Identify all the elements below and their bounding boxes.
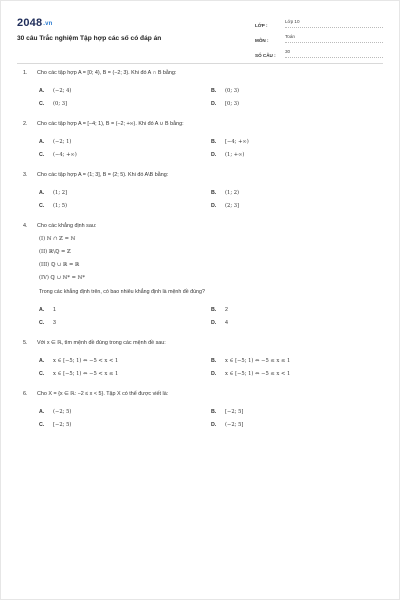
options-row	[1, 303, 400, 316]
option-letter: D.	[211, 202, 217, 209]
header-divider	[17, 63, 383, 64]
option-letter: A.	[39, 138, 45, 145]
option-text: [0; 3)	[225, 100, 240, 107]
question-note: Trong các khẳng định trên, có bao nhiêu khẳng định là mệnh đề đúng?	[39, 289, 205, 295]
question-text: Cho X = {x ∈ ℝ: −2 ≤ x < 5}. Tập X có thể được viết là:	[37, 391, 169, 397]
option-text: (1; 2)	[225, 189, 240, 196]
option-text: (−2; 1)	[53, 138, 72, 145]
meta-row-subject	[255, 32, 383, 43]
option-text: 2	[225, 306, 228, 313]
option-d[interactable]	[211, 320, 383, 326]
option-text: (1; 2]	[53, 189, 68, 196]
option-c[interactable]	[39, 152, 211, 158]
question-text: Cho các khẳng định sau:	[37, 223, 97, 229]
option-text: 1	[53, 306, 56, 313]
option-c[interactable]	[39, 371, 211, 377]
options-row	[1, 405, 400, 418]
question-stem	[1, 222, 400, 231]
options	[1, 84, 400, 110]
question-stem	[1, 69, 400, 78]
option-letter: D.	[211, 319, 217, 326]
option-c[interactable]	[39, 203, 211, 209]
options-row	[1, 354, 400, 367]
option-letter: B.	[211, 408, 217, 415]
option-d[interactable]	[211, 371, 383, 377]
statement-3: (III) ℚ ∪ ℝ = ℝ	[39, 262, 80, 268]
option-letter: C.	[39, 100, 45, 107]
option-b[interactable]	[211, 358, 383, 364]
option-letter: D.	[211, 370, 217, 377]
option-d[interactable]	[211, 422, 383, 428]
option-letter: B.	[211, 306, 217, 313]
option-text: (−2; 5]	[225, 421, 244, 428]
option-letter: C.	[39, 202, 45, 209]
options-row	[1, 135, 400, 148]
meta-info	[255, 17, 383, 62]
option-text: (0; 3)	[225, 87, 240, 94]
question-stem	[1, 171, 400, 180]
question-number: 5.	[23, 340, 28, 346]
document-title: 30 câu Trắc nghiệm Tập hợp các số có đáp án	[17, 35, 162, 42]
meta-label: SỐ CÂU :	[255, 53, 276, 58]
option-text: 4	[225, 319, 228, 326]
question-text: Cho các tập hợp A = (1; 3], B = (2; 5). Khi đó A\B bằng:	[37, 172, 169, 178]
option-letter: B.	[211, 138, 217, 145]
options-row	[1, 316, 400, 329]
meta-value: 30	[285, 48, 383, 58]
option-text: (1; 5)	[53, 202, 68, 209]
option-d[interactable]	[211, 101, 383, 107]
logo-suffix: .vn	[43, 21, 53, 27]
options-row	[1, 148, 400, 161]
option-c[interactable]	[39, 422, 211, 428]
statement-2: (II) ℝ\ℚ = ℤ	[39, 249, 71, 255]
question-stem	[1, 339, 400, 348]
option-letter: B.	[211, 87, 217, 94]
meta-value: Lớp 10	[285, 18, 383, 28]
option-a[interactable]	[39, 358, 211, 364]
option-text: (−2; 5)	[53, 408, 72, 415]
question-text: Cho các tập hợp A = [0; 4), B = (−2; 3). Khi đó A ∩ B bằng:	[37, 70, 177, 76]
question-number: 1.	[23, 70, 28, 76]
option-text: x ∈ [−5; 1) ⇔ −5 < x ≤ 1	[53, 370, 119, 377]
option-letter: C.	[39, 319, 45, 326]
option-letter: A.	[39, 306, 45, 313]
option-a[interactable]	[39, 409, 211, 415]
option-letter: A.	[39, 189, 45, 196]
meta-value: Toán	[285, 33, 383, 43]
question-2	[1, 120, 400, 161]
option-letter: A.	[39, 408, 45, 415]
meta-label: LỚP :	[255, 23, 268, 28]
option-a[interactable]	[39, 139, 211, 145]
option-letter: A.	[39, 357, 45, 364]
option-b[interactable]	[211, 88, 383, 94]
options	[1, 405, 400, 431]
options-row	[1, 84, 400, 97]
site-logo[interactable]	[17, 17, 53, 29]
option-letter: D.	[211, 100, 217, 107]
question-number: 3.	[23, 172, 28, 178]
option-b[interactable]	[211, 190, 383, 196]
option-text: x ∈ [−5; 1) ⇔ −5 < x < 1	[53, 357, 119, 364]
option-text: (1; +∞)	[225, 151, 245, 158]
option-a[interactable]	[39, 307, 211, 313]
question-number: 6.	[23, 391, 28, 397]
option-letter: B.	[211, 189, 217, 196]
options-row	[1, 97, 400, 110]
option-letter: C.	[39, 370, 45, 377]
option-text: (2; 3]	[225, 202, 240, 209]
question-list	[1, 69, 400, 441]
options-row	[1, 199, 400, 212]
option-b[interactable]	[211, 139, 383, 145]
meta-label: MÔN :	[255, 38, 269, 43]
option-text: [−2; 5)	[53, 421, 72, 428]
option-b[interactable]	[211, 307, 383, 313]
option-d[interactable]	[211, 203, 383, 209]
option-text: x ∈ [−5; 1) ⇔ −5 ≤ x ≤ 1	[225, 357, 291, 364]
option-b[interactable]	[211, 409, 383, 415]
question-4	[1, 222, 400, 329]
option-letter: D.	[211, 421, 217, 428]
option-text: (0; 3]	[53, 100, 68, 107]
meta-row-count	[255, 47, 383, 58]
question-stem	[1, 390, 400, 399]
question-number: 4.	[23, 223, 28, 229]
option-text: [−2; 5]	[225, 408, 244, 415]
option-text: (−2; 4)	[53, 87, 72, 94]
options-row	[1, 418, 400, 431]
option-text: x ∈ [−5; 1) ⇔ −5 ≤ x < 1	[225, 370, 291, 377]
question-6	[1, 390, 400, 431]
option-text: (−4; +∞)	[53, 151, 77, 158]
option-letter: D.	[211, 151, 217, 158]
question-5	[1, 339, 400, 380]
options	[1, 186, 400, 212]
option-letter: B.	[211, 357, 217, 364]
option-a[interactable]	[39, 88, 211, 94]
options	[1, 354, 400, 380]
option-a[interactable]	[39, 190, 211, 196]
options	[1, 135, 400, 161]
meta-row-class	[255, 17, 383, 28]
options	[1, 303, 400, 329]
option-text: 3	[53, 319, 56, 326]
question-text: Với x ∈ ℝ, tìm mệnh đề đúng trong các mệnh đề sau:	[37, 340, 166, 346]
options-row	[1, 186, 400, 199]
statement-4: (IV) ℚ ∪ ℕ* = ℕ*	[39, 275, 85, 281]
option-d[interactable]	[211, 152, 383, 158]
question-stem	[1, 120, 400, 129]
option-letter: A.	[39, 87, 45, 94]
option-c[interactable]	[39, 320, 211, 326]
question-1	[1, 69, 400, 110]
option-text: [−4; +∞)	[225, 138, 249, 145]
option-c[interactable]	[39, 101, 211, 107]
option-letter: C.	[39, 421, 45, 428]
options-row	[1, 367, 400, 380]
option-letter: C.	[39, 151, 45, 158]
logo-number: 2048	[17, 17, 43, 29]
question-3	[1, 171, 400, 212]
question-number: 2.	[23, 121, 28, 127]
statement-1: (I) ℕ ∩ ℤ = ℕ	[39, 236, 76, 242]
question-text: Cho các tập hợp A = [−4; 1), B = (−2; +∞). Khi đó A ∪ B bằng:	[37, 121, 184, 127]
